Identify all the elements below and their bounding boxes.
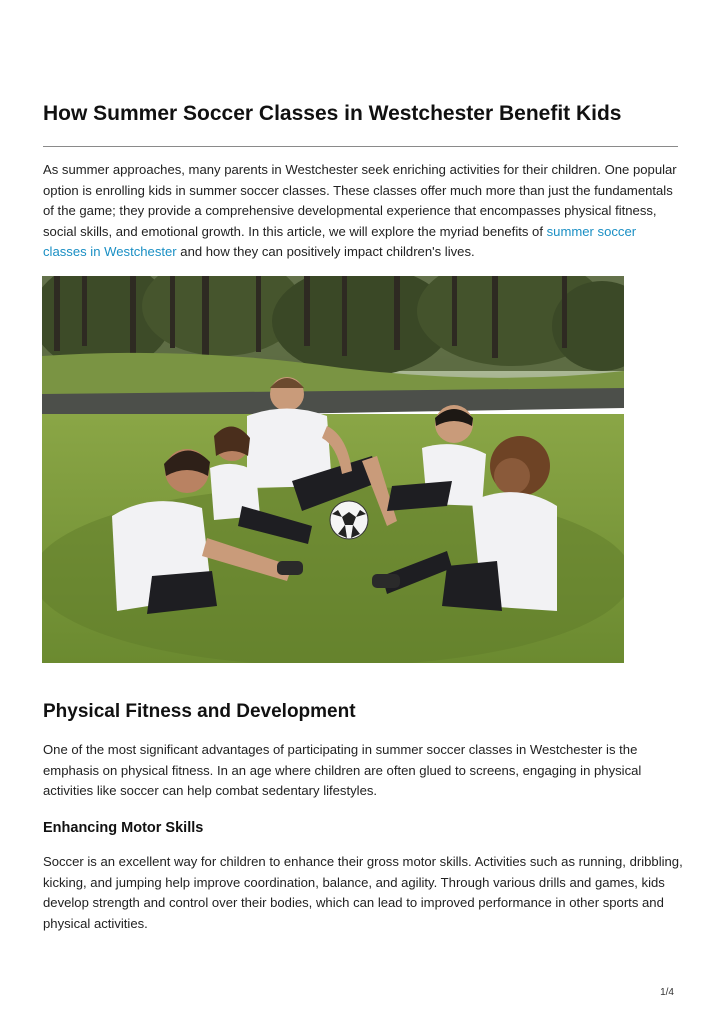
section-paragraph: One of the most significant advantages of participating in summer soccer classes in Westchester is the emphasis on physical fitness. In an age where children are often glued to screens, engaging in physical activities like soccer can help combat sedentary lifestyles.: [43, 742, 642, 799]
intro-text-end: and how they can positively impact children's lives.: [176, 244, 475, 260]
title-divider: [43, 146, 678, 147]
intro-text-start: As summer approaches, many parents in Westchester seek enriching activities for their children. One popular option is enrolling kids in summer soccer classes. These classes offer much more than just the fundamentals of the game; they provide a comprehensive developmental experience that encompasses physical fitness, social skills, and emotional growth. In this article, we will explore the myriad benefits of: [43, 162, 677, 239]
subsection-heading: Enhancing Motor Skills: [43, 820, 204, 836]
subsection-paragraph: Soccer is an excellent way for children to enhance their gross motor skills. Activities such as running, dribbling, kicking, and jumping help improve coordination, balance, and agility. Through various drills and games, kids develop strength and control over their bodies, which can lead to improved performance in other sports and physical activities.: [43, 854, 683, 931]
intro-paragraph: [43, 160, 683, 263]
summer-soccer-classes-link[interactable]: summer soccer classes in Westchester: [43, 223, 637, 260]
soccer-group-photo: [42, 276, 624, 663]
page-number: 1/4: [660, 987, 674, 998]
article-title: How Summer Soccer Classes in Westchester Benefit Kids: [43, 102, 622, 125]
section-heading: Physical Fitness and Development: [43, 701, 356, 722]
